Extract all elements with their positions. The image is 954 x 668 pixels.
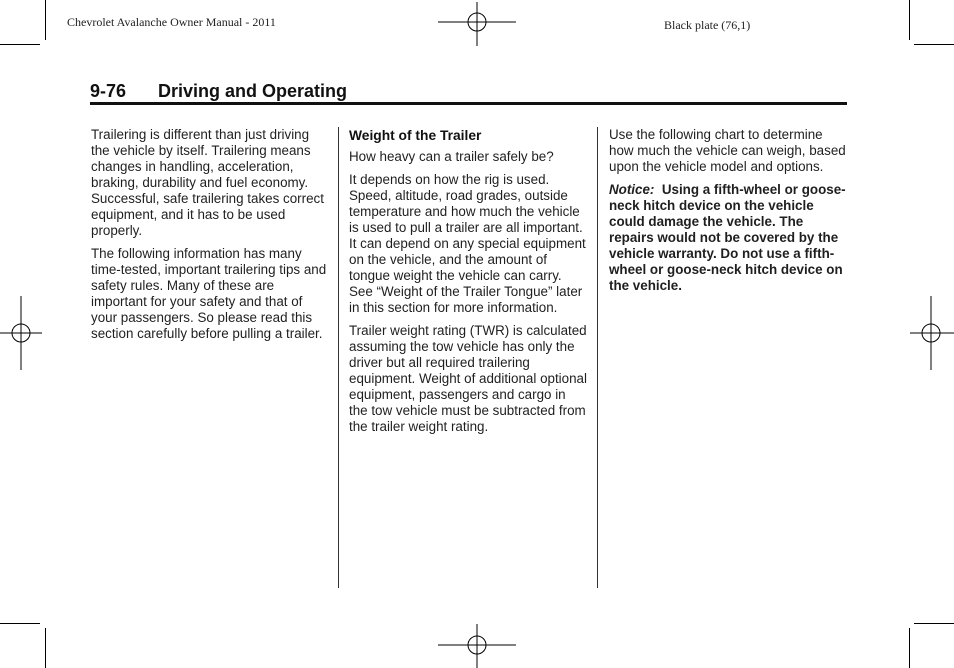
notice-text: Using a fifth-wheel or goose-neck hitch device on the vehicle could damage the vehicle. The repairs would not be covered by the vehicle warranty. Do not use a fifth-wheel or goose-neck hitch device on the vehicle. xyxy=(609,182,846,293)
crop-mark-top-right-v xyxy=(909,0,910,40)
col2-paragraph-1: How heavy can a trailer safely be? xyxy=(349,149,554,164)
crop-mark-bottom-right-v xyxy=(909,628,910,668)
crop-mark-bottom-left-h xyxy=(0,623,40,624)
crop-mark-top-right-h xyxy=(914,44,954,45)
crop-mark-bottom-left-v xyxy=(45,628,46,668)
plate-label: Black plate (76,1) xyxy=(664,18,751,32)
crop-mark-bottom-right-h xyxy=(914,623,954,624)
registration-mark-left xyxy=(0,296,42,370)
registration-mark-top xyxy=(438,2,516,46)
manual-title: Chevrolet Avalanche Owner Manual - 2011 xyxy=(67,15,276,29)
col2-heading: Weight of the Trailer xyxy=(349,128,482,143)
crop-mark-top-left-v xyxy=(45,0,46,40)
registration-mark-right xyxy=(910,296,954,370)
column-divider-1 xyxy=(338,127,339,588)
col1-paragraph-2: The following information has many time-tested, important trailering tips and safety rules. Many of these are important for your safety and that of your passengers. So please read this section carefully before pulling a trailer. xyxy=(91,246,327,341)
column-divider-2 xyxy=(597,127,598,588)
col3-paragraph-1: Use the following chart to determine how much the vehicle can weigh, based upon the vehicle model and options. xyxy=(609,127,846,174)
column-2 xyxy=(349,127,587,442)
col2-paragraph-2: It depends on how the rig is used. Speed, altitude, road grades, outside temperature and how much the vehicle is used to pull a trailer are all important. It can depend on any special equipment on the vehicle, and the amount of tongue weight the vehicle can carry. See “Weight of the Trailer Tongue” later in this section for more information. xyxy=(349,172,586,315)
column-1 xyxy=(91,127,331,349)
column-3 xyxy=(609,127,849,301)
col1-paragraph-1: Trailering is different than just driving the vehicle by itself. Trailering means changes in handling, acceleration, braking, durability and fuel economy. Successful, safe trailering takes correct equipment, and it has to be used properly. xyxy=(91,127,324,238)
notice-label: Notice: xyxy=(609,182,655,197)
registration-mark-bottom xyxy=(438,624,516,668)
crop-mark-top-left-h xyxy=(0,44,40,45)
section-title: Driving and Operating xyxy=(158,81,348,101)
notice-block xyxy=(609,182,849,294)
col2-paragraph-3: Trailer weight rating (TWR) is calculated assuming the tow vehicle has only the driver but all required trailering equipment. Weight of additional optional equipment, passengers and cargo in the tow vehicle must be subtracted from the trailer weight rating. xyxy=(349,323,587,434)
page-number: 9-76 xyxy=(90,81,127,101)
section-rule xyxy=(90,102,847,105)
